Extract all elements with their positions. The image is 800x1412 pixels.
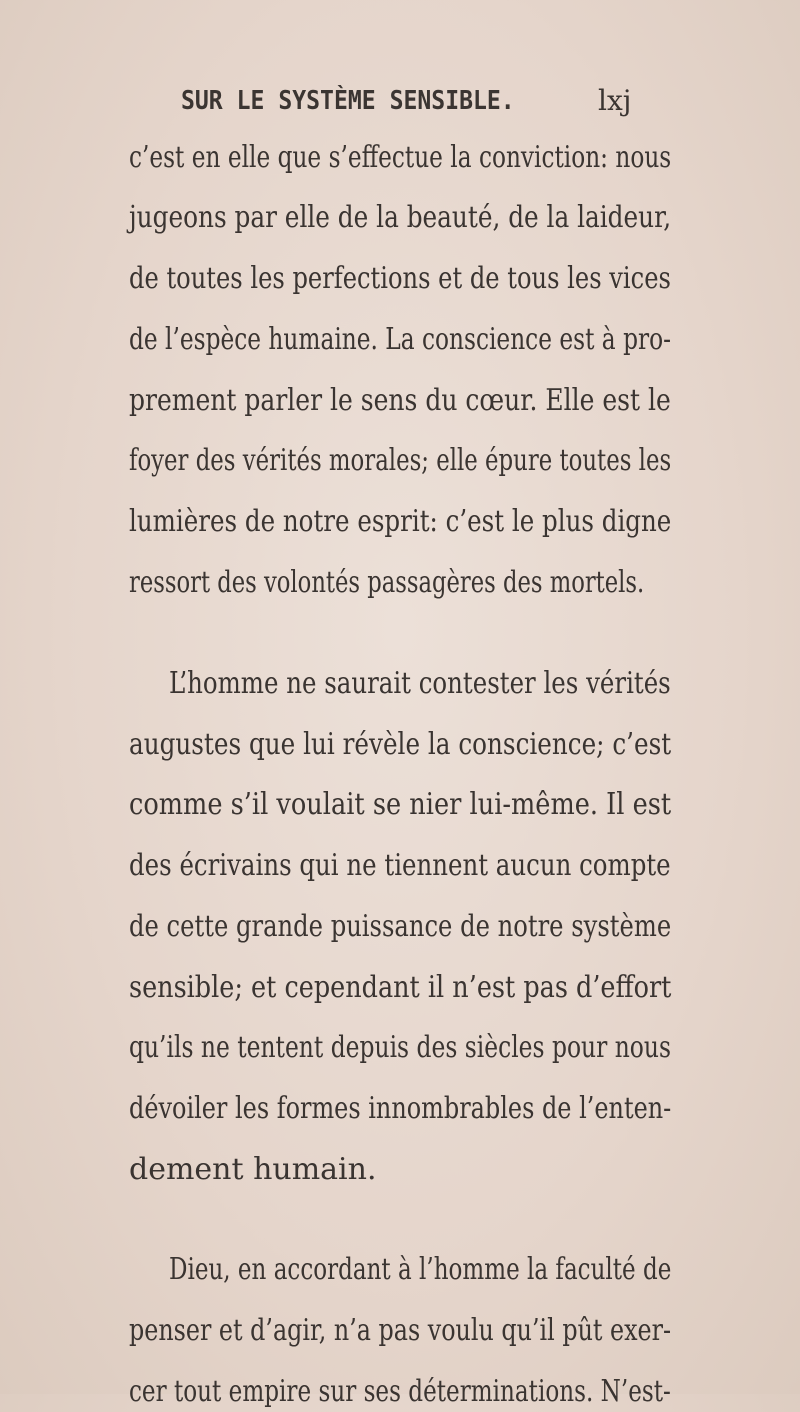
page-number: lxj: [598, 84, 632, 117]
text-line: de cette grande puissance de notre système: [129, 909, 672, 944]
text-line: dévoiler les formes innombrables de l’enten-: [129, 1091, 672, 1126]
text-line: foyer des vérités morales; elle épure toutes les: [129, 443, 672, 478]
text-line: prement parler le sens du cœur. Elle est le: [129, 383, 671, 418]
running-title: SUR LE SYSTÈME SENSIBLE.: [181, 86, 515, 116]
text-line: L’homme ne saurait contester les vérités: [169, 666, 671, 701]
text-line: cer tout empire sur ses déterminations. N’est-: [129, 1374, 671, 1409]
text-line: jugeons par elle de la beauté, de la laideur,: [129, 200, 672, 235]
text-line: qu’ils ne tentent depuis des siècles pour nous: [129, 1030, 671, 1065]
text-line: lumières de notre esprit: c’est le plus digne: [129, 504, 672, 539]
text-line: de toutes les perfections et de tous les vices: [129, 261, 671, 296]
text-line: ressort des volontés passagères des mortels.: [129, 565, 645, 600]
text-line: comme s’il voulait se nier lui-même. Il est: [129, 787, 672, 822]
text-line: augustes que lui révèle la conscience; c’est: [129, 727, 672, 762]
text-line: sensible; et cependant il n’est pas d’effort: [129, 970, 672, 1005]
text-line: penser et d’agir, n’a pas voulu qu’il pût exer-: [129, 1313, 672, 1348]
running-head: [0, 86, 800, 126]
text-line: Dieu, en accordant à l’homme la faculté de: [169, 1252, 672, 1287]
text-line: de l’espèce humaine. La conscience est à pro-: [129, 322, 671, 357]
text-line: des écrivains qui ne tiennent aucun compte: [129, 848, 671, 883]
text-line: dement humain.: [129, 1152, 377, 1187]
text-line: c’est en elle que s’effectue la conviction: nous: [129, 140, 672, 175]
